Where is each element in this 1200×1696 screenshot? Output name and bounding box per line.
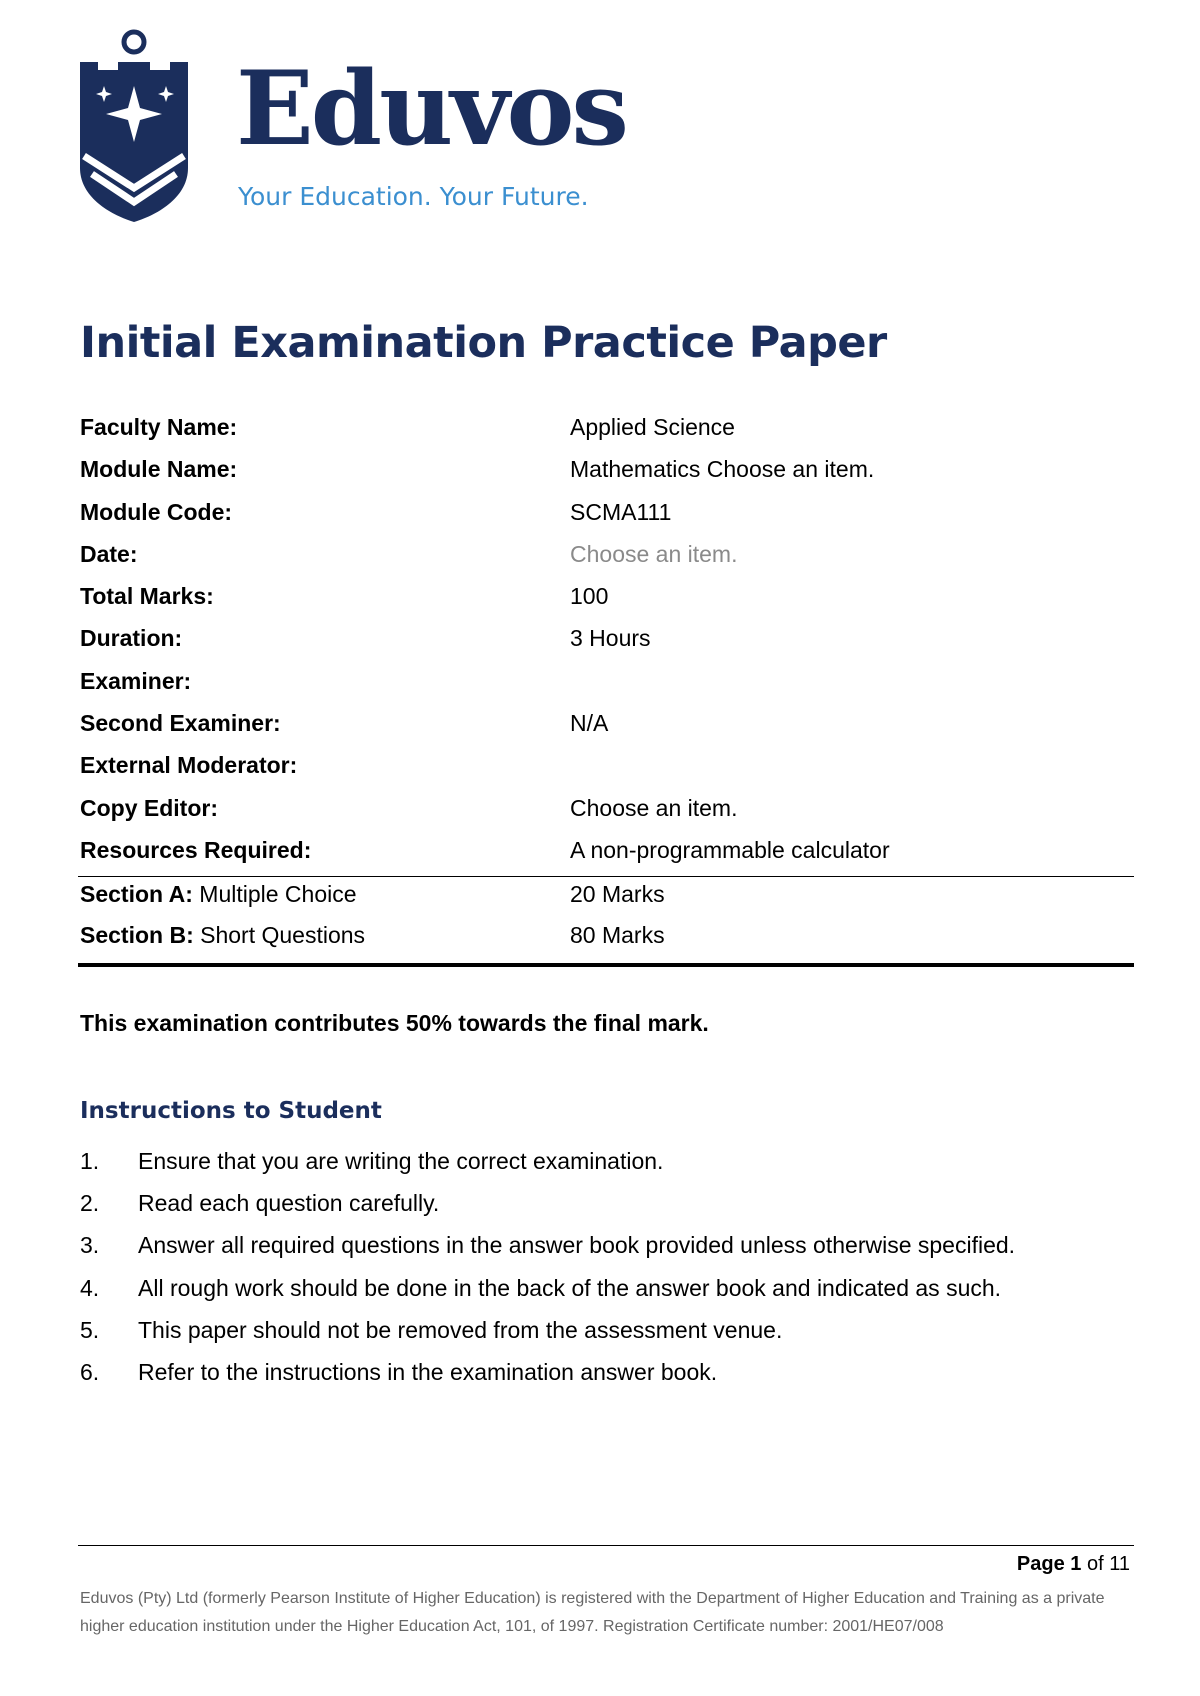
info-row-copy-editor [80, 789, 1130, 831]
info-label: Second Examiner: [80, 710, 281, 737]
list-item [80, 1184, 1140, 1226]
list-item [80, 1226, 1140, 1268]
info-row-faculty [80, 408, 1130, 450]
list-text: Answer all required questions in the answer book provided unless otherwise specified. [138, 1232, 1016, 1259]
list-item [80, 1269, 1140, 1311]
module-name-dropdown[interactable]: Mathematics Choose an item. [570, 456, 875, 483]
info-label: Resources Required: [80, 836, 312, 863]
list-text: This paper should not be removed from the assessment venue. [138, 1316, 783, 1343]
info-value: 100 [570, 583, 609, 610]
page-number [1017, 1553, 1130, 1576]
list-text: All rough work should be done in the back of the answer book and indicated as such. [138, 1274, 1002, 1301]
page-word: Page [1016, 1553, 1065, 1575]
instructions-list [80, 1142, 1140, 1395]
list-number: 2. [80, 1190, 100, 1217]
section-b-prefix: Section B: [80, 922, 194, 948]
page-of: of [1086, 1553, 1104, 1575]
page-current: 1 [1070, 1553, 1082, 1575]
footer-divider [78, 1545, 1134, 1546]
page-total: 11 [1109, 1553, 1130, 1575]
info-row-external-moderator [80, 746, 1130, 788]
copy-editor-dropdown[interactable]: Choose an item. [570, 794, 738, 821]
list-text: Ensure that you are writing the correct examination. [138, 1148, 664, 1174]
info-row-duration [80, 619, 1130, 661]
info-label: Copy Editor: [80, 794, 218, 821]
info-label: Date: [80, 540, 138, 567]
list-number: 3. [80, 1232, 100, 1259]
legal-footer [80, 1585, 1140, 1641]
date-dropdown[interactable]: Choose an item. [570, 540, 738, 567]
logo-wordmark: Eduvos [236, 49, 626, 169]
list-item [80, 1353, 1140, 1395]
list-item [80, 1142, 1140, 1184]
info-row-second-examiner [80, 704, 1130, 746]
logo-tagline: Your Education. Your Future. [238, 182, 589, 211]
section-b-marks: 80 Marks [570, 922, 665, 948]
info-label: Module Name: [80, 456, 238, 483]
info-value: 3 Hours [570, 625, 651, 652]
contribution-statement: This examination contributes 50% towards the final mark. [80, 1010, 709, 1036]
list-number: 5. [80, 1316, 100, 1343]
info-label: External Moderator: [80, 752, 298, 779]
list-text: Refer to the instructions in the examination answer book. [138, 1358, 718, 1385]
info-value: N/A [570, 710, 609, 737]
info-label: Total Marks: [80, 583, 214, 610]
legal-line-2: higher education institution under the Higher Education Act, 101, of 1997. Registration Certificate number: 2001/HE07/008 [80, 1618, 944, 1635]
info-row-examiner [80, 662, 1130, 704]
section-a-prefix: Section A: [80, 881, 193, 907]
info-row-resources [80, 831, 1130, 873]
page-title: Initial Examination Practice Paper [80, 318, 887, 368]
list-text: Read each question carefully. [138, 1190, 440, 1217]
shield-crest-icon [78, 28, 196, 224]
section-a-label [80, 881, 357, 908]
list-number: 1. [80, 1148, 100, 1174]
section-divider-top [78, 876, 1134, 877]
eduvos-logo [78, 28, 638, 228]
info-row-module-name [80, 450, 1130, 492]
list-number: 6. [80, 1358, 100, 1385]
legal-line-1: Eduvos (Pty) Ltd (formerly Pearson Institute of Higher Education) is registered with the Department of Higher Education and Training as a private [80, 1590, 1105, 1607]
section-b-name: Short Questions [200, 922, 366, 948]
info-value: SCMA111 [570, 498, 672, 525]
info-value: Applied Science [570, 414, 735, 440]
info-label: Examiner: [80, 667, 192, 694]
list-number: 4. [80, 1274, 100, 1301]
instructions-heading: Instructions to Student [80, 1098, 382, 1124]
section-divider-bottom [78, 963, 1134, 967]
info-row-module-code [80, 493, 1130, 535]
info-row-date [80, 535, 1130, 577]
list-item [80, 1311, 1140, 1353]
info-value: A non-programmable calculator [570, 836, 890, 863]
exam-info-table [80, 408, 1130, 873]
section-a-marks: 20 Marks [570, 881, 665, 907]
info-label: Duration: [80, 625, 183, 652]
section-b-label [80, 922, 365, 949]
section-a-name: Multiple Choice [199, 881, 357, 907]
info-row-total-marks [80, 577, 1130, 619]
info-label: Module Code: [80, 498, 233, 525]
info-label: Faculty Name: [80, 414, 238, 440]
